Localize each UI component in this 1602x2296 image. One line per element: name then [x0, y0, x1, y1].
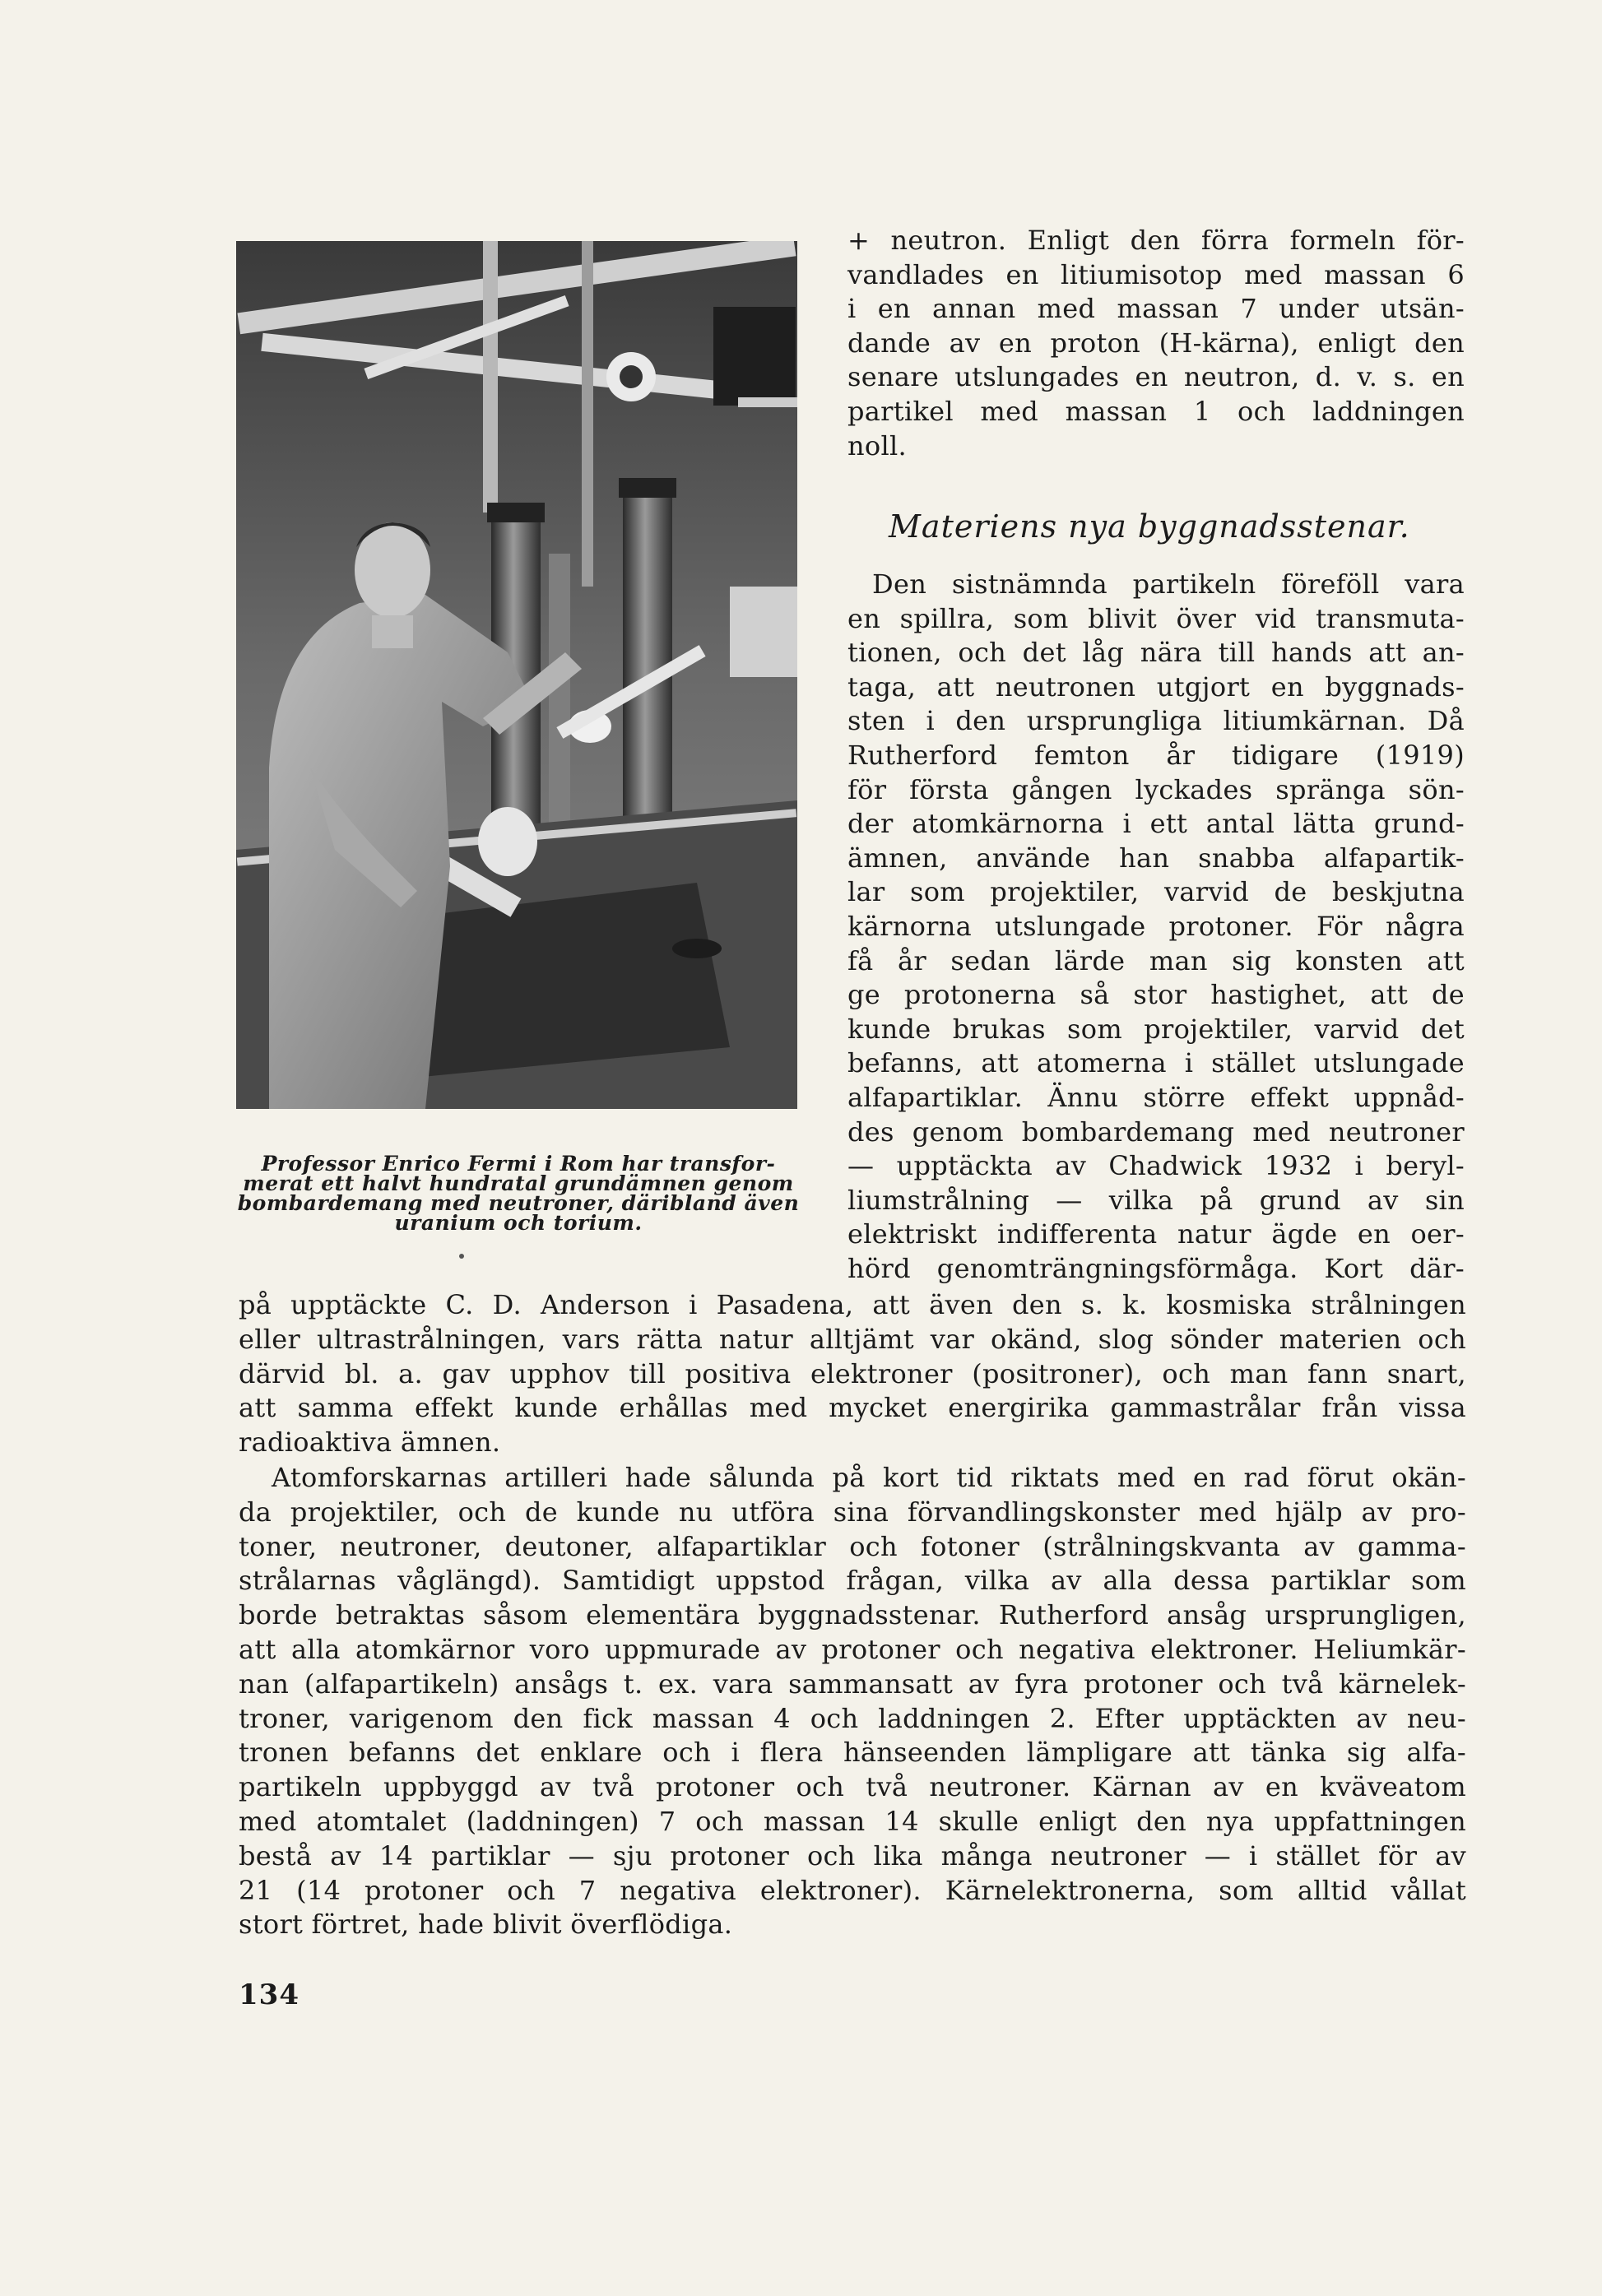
text-line: Den sistnämnda partikeln föreföll vara [872, 568, 1465, 600]
text-line: med atomtalet (laddningen) 7 och massan 14 skulle enligt den nya uppfattningen [239, 1805, 1466, 1837]
text-line: 21 (14 protoner och 7 negativa elektroner). Kärnelektronerna, som alltid vållat [239, 1874, 1466, 1906]
text-line: tronen befanns det enklare och i flera hänseenden lämpligare att tänka sig alfa- [239, 1737, 1466, 1769]
text-line: Atomforskarnas artilleri hade sålunda på kort tid riktats med en rad förut okän- [272, 1462, 1466, 1493]
text-line: eller ultrastrålningen, vars rätta natur alltjämt var okänd, slog sönder materien och [239, 1323, 1466, 1355]
section-heading: Materiens nya byggnadsstenar. [889, 508, 1410, 545]
text-line: dande av en proton (H-kärna), enligt den [847, 327, 1465, 359]
text-line: därvid bl. a. gav upphov till positiva elektroner (positroner), och man fann snart, [239, 1357, 1466, 1389]
text-line: att samma effekt kunde erhållas med mycket energirika gammastrålar från vissa [239, 1392, 1466, 1424]
full-width-paragraph-2 [239, 1461, 1466, 1942]
text-line: troner, varigenom den fick massan 4 och laddningen 2. Efter upptäckten av neu- [239, 1702, 1466, 1734]
right-column-top-paragraph [847, 224, 1465, 463]
text-line: des genom bombardemang med neutroner [847, 1116, 1465, 1148]
caption-line: bombardemang med neutroner, däribland även [237, 1191, 800, 1215]
text-line: vandlades en litiumisotop med massan 6 [847, 258, 1465, 290]
text-line: da projektiler, och de kunde nu utföra sina förvandlingskonster med hjälp av pro- [239, 1496, 1466, 1528]
text-line: noll. [847, 429, 908, 462]
text-line: på upptäckte C. D. Anderson i Pasadena, att även den s. k. kosmiska strålningen [239, 1289, 1466, 1320]
text-line: partikeln uppbyggd av två protoner och två neutroner. Kärnan av en kväveatom [239, 1771, 1466, 1803]
text-line: radioaktiva ämnen. [239, 1426, 501, 1459]
caption-line: uranium och torium. [394, 1211, 643, 1235]
text-line: sten i den ursprungliga litiumkärnan. Då [847, 705, 1465, 737]
text-line: senare utslungades en neutron, d. v. s. en [847, 361, 1465, 393]
text-line: alfapartiklar. Ännu större effekt uppnåd- [847, 1081, 1465, 1113]
page-number: 134 [239, 1978, 300, 2011]
photo-caption [230, 1154, 806, 1233]
text-line: ämnen, använde han snabba alfapartik- [847, 842, 1465, 874]
right-column-body-paragraph [847, 568, 1465, 1286]
text-line: få år sedan lärde man sig konsten att [847, 944, 1465, 976]
text-line: toner, neutroner, deutoner, alfapartiklar och fotoner (strålningskvanta av gamma- [239, 1530, 1466, 1562]
text-line: för första gången lyckades spränga sön- [847, 773, 1465, 805]
stray-mark [459, 1254, 464, 1259]
text-line: stort förtret, hade blivit överflödiga. [239, 1909, 733, 1941]
text-line: en spillra, som blivit över vid transmuta- [847, 602, 1465, 634]
fermi-laboratory-photo [236, 241, 797, 1109]
full-width-paragraph-1 [239, 1288, 1466, 1460]
text-line: + neutron. Enligt den förra formeln för- [847, 225, 1465, 256]
text-line: borde betraktas såsom elementära byggnadsstenar. Rutherford ansåg ursprungligen, [239, 1599, 1466, 1631]
text-line: befanns, att atomerna i stället utslungade [847, 1047, 1465, 1079]
text-line: kärnorna utslungade protoner. För några [847, 910, 1465, 942]
caption-line: Professor Enrico Fermi i Rom har transfor- [261, 1152, 776, 1176]
text-line: tionen, och det låg nära till hands att an- [847, 637, 1465, 669]
text-line: elektriskt indifferenta natur ägde en oer- [847, 1218, 1465, 1250]
text-line: hörd genomträngningsförmåga. Kort där- [847, 1252, 1465, 1284]
laboratory-photo-icon [236, 241, 797, 1109]
text-line: kunde brukas som projektiler, varvid det [847, 1013, 1465, 1045]
text-line: liumstrålning — vilka på grund av sin [847, 1184, 1465, 1216]
text-line: att alla atomkärnor voro uppmurade av protoner och negativa elektroner. Heliumkär- [239, 1633, 1466, 1665]
text-line: ge protonerna så stor hastighet, att de [847, 979, 1465, 1011]
text-line: bestå av 14 partiklar — sju protoner och lika många neutroner — i stället för av [239, 1839, 1466, 1872]
text-line: der atomkärnorna i ett antal lätta grund- [847, 808, 1465, 840]
text-line: taga, att neutronen utgjort en byggnads- [847, 670, 1465, 703]
text-line: lar som projektiler, varvid de beskjutna [847, 876, 1465, 908]
text-line: — upptäckta av Chadwick 1932 i beryl- [847, 1150, 1465, 1182]
text-line: i en annan med massan 7 under utsän- [847, 293, 1465, 325]
text-line: nan (alfapartikeln) ansågs t. ex. vara sammansatt av fyra protoner och två kärnelek- [239, 1667, 1466, 1700]
caption-line: merat ett halvt hundratal grundämnen genom [243, 1171, 794, 1195]
text-line: partikel med massan 1 och laddningen [847, 395, 1465, 427]
text-line: Rutherford femton år tidigare (1919) [847, 739, 1465, 771]
text-line: strålarnas våglängd). Samtidigt uppstod frågan, vilka av alla dessa partiklar som [239, 1565, 1466, 1597]
